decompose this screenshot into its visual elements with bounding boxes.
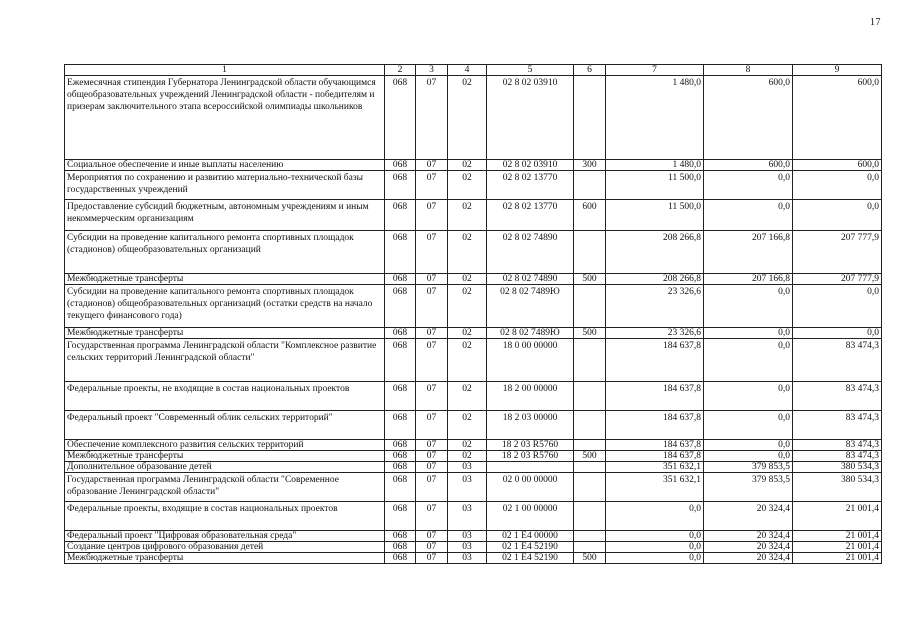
value-cell-c6 <box>574 473 606 502</box>
value-cell-c4: 02 <box>448 171 487 200</box>
value-cell-c3: 07 <box>416 171 448 200</box>
table-body <box>65 76 882 564</box>
value-cell-c9: 21 001,4 <box>793 531 882 542</box>
value-cell-c2: 068 <box>385 171 416 200</box>
row-name-cell: Субсидии на проведение капитального ремонта спортивных площадок (стадионов) общеобразовательных организаций (остатки средств на начало текущего финансового года) <box>65 285 385 328</box>
value-cell-c2: 068 <box>385 285 416 328</box>
row-name-cell: Федеральный проект "Цифровая образовательная среда" <box>65 531 385 542</box>
value-cell-c4: 03 <box>448 502 487 531</box>
row-name-cell: Дополнительное образование детей <box>65 462 385 473</box>
value-cell-c5: 02 1 00 00000 <box>487 502 574 531</box>
value-cell-c4: 02 <box>448 328 487 339</box>
row-name-cell: Предоставление субсидий бюджетным, автономным учреждениям и иным некоммерческим организациям <box>65 200 385 231</box>
value-cell-c3: 07 <box>416 440 448 451</box>
value-cell-c6: 500 <box>574 274 606 285</box>
table-row <box>65 200 882 231</box>
value-cell-c4: 02 <box>448 440 487 451</box>
value-cell-c4: 02 <box>448 411 487 440</box>
value-cell-c7: 1 480,0 <box>606 76 704 160</box>
header-row <box>65 65 882 76</box>
value-cell-c4: 03 <box>448 473 487 502</box>
header-cell: 7 <box>606 65 704 76</box>
value-cell-c8: 0,0 <box>704 411 793 440</box>
value-cell-c6: 500 <box>574 553 606 564</box>
table-row <box>65 231 882 274</box>
value-cell-c8: 0,0 <box>704 285 793 328</box>
value-cell-c5: 02 0 00 00000 <box>487 473 574 502</box>
header-cell: 9 <box>793 65 882 76</box>
value-cell-c5: 02 8 02 7489Ю <box>487 328 574 339</box>
value-cell-c9: 600,0 <box>793 160 882 171</box>
value-cell-c6: 500 <box>574 451 606 462</box>
table-row <box>65 274 882 285</box>
value-cell-c9: 83 474,3 <box>793 382 882 411</box>
value-cell-c2: 068 <box>385 382 416 411</box>
table-row <box>65 473 882 502</box>
value-cell-c8: 0,0 <box>704 440 793 451</box>
value-cell-c5: 18 2 03 00000 <box>487 411 574 440</box>
value-cell-c5: 02 8 02 74890 <box>487 231 574 274</box>
header-cell: 8 <box>704 65 793 76</box>
value-cell-c6 <box>574 531 606 542</box>
row-name-cell: Ежемесячная стипендия Губернатора Ленинградской области обучающимся общеобразовательных учреждений Ленинградской области - победителям и призерам заключительного этапа всероссийской олимпиады школьников <box>65 76 385 160</box>
value-cell-c5: 18 0 00 00000 <box>487 339 574 382</box>
value-cell-c5: 02 8 02 13770 <box>487 171 574 200</box>
value-cell-c3: 07 <box>416 328 448 339</box>
value-cell-c7: 0,0 <box>606 531 704 542</box>
value-cell-c2: 068 <box>385 451 416 462</box>
value-cell-c8: 20 324,4 <box>704 553 793 564</box>
value-cell-c3: 07 <box>416 339 448 382</box>
value-cell-c7: 0,0 <box>606 553 704 564</box>
value-cell-c4: 03 <box>448 462 487 473</box>
value-cell-c7: 184 637,8 <box>606 339 704 382</box>
value-cell-c7: 208 266,8 <box>606 274 704 285</box>
value-cell-c3: 07 <box>416 451 448 462</box>
value-cell-c6 <box>574 440 606 451</box>
value-cell-c2: 068 <box>385 542 416 553</box>
value-cell-c6 <box>574 339 606 382</box>
value-cell-c7: 1 480,0 <box>606 160 704 171</box>
value-cell-c4: 02 <box>448 200 487 231</box>
value-cell-c7: 0,0 <box>606 542 704 553</box>
table-row <box>65 502 882 531</box>
value-cell-c6 <box>574 411 606 440</box>
value-cell-c6 <box>574 231 606 274</box>
value-cell-c9: 600,0 <box>793 76 882 160</box>
value-cell-c8: 600,0 <box>704 76 793 160</box>
page-number: 17 <box>870 17 881 28</box>
value-cell-c4: 02 <box>448 285 487 328</box>
value-cell-c7: 351 632,1 <box>606 462 704 473</box>
value-cell-c7: 184 637,8 <box>606 440 704 451</box>
value-cell-c3: 07 <box>416 285 448 328</box>
value-cell-c6 <box>574 285 606 328</box>
value-cell-c8: 379 853,5 <box>704 462 793 473</box>
value-cell-c6 <box>574 76 606 160</box>
value-cell-c3: 07 <box>416 231 448 274</box>
header-cell: 5 <box>487 65 574 76</box>
value-cell-c2: 068 <box>385 440 416 451</box>
value-cell-c3: 07 <box>416 160 448 171</box>
value-cell-c3: 07 <box>416 553 448 564</box>
value-cell-c8: 0,0 <box>704 200 793 231</box>
value-cell-c7: 351 632,1 <box>606 473 704 502</box>
value-cell-c2: 068 <box>385 531 416 542</box>
value-cell-c7: 208 266,8 <box>606 231 704 274</box>
value-cell-c6 <box>574 382 606 411</box>
value-cell-c9: 0,0 <box>793 200 882 231</box>
value-cell-c6 <box>574 502 606 531</box>
value-cell-c5: 02 1 E4 00000 <box>487 531 574 542</box>
value-cell-c2: 068 <box>385 462 416 473</box>
value-cell-c9: 0,0 <box>793 328 882 339</box>
row-name-cell: Межбюджетные трансферты <box>65 328 385 339</box>
value-cell-c9: 207 777,9 <box>793 274 882 285</box>
header-cell: 1 <box>65 65 385 76</box>
row-name-cell: Федеральные проекты, не входящие в состав национальных проектов <box>65 382 385 411</box>
value-cell-c4: 02 <box>448 76 487 160</box>
table-row <box>65 531 882 542</box>
value-cell-c8: 20 324,4 <box>704 531 793 542</box>
value-cell-c9: 0,0 <box>793 171 882 200</box>
value-cell-c2: 068 <box>385 160 416 171</box>
value-cell-c5: 02 1 E4 52190 <box>487 553 574 564</box>
value-cell-c8: 600,0 <box>704 160 793 171</box>
value-cell-c8: 0,0 <box>704 328 793 339</box>
value-cell-c3: 07 <box>416 382 448 411</box>
value-cell-c5: 18 2 03 R5760 <box>487 451 574 462</box>
table-row <box>65 160 882 171</box>
value-cell-c9: 207 777,9 <box>793 231 882 274</box>
value-cell-c9: 83 474,3 <box>793 440 882 451</box>
value-cell-c6 <box>574 171 606 200</box>
value-cell-c3: 07 <box>416 411 448 440</box>
value-cell-c8: 20 324,4 <box>704 542 793 553</box>
value-cell-c9: 21 001,4 <box>793 502 882 531</box>
value-cell-c3: 07 <box>416 502 448 531</box>
value-cell-c2: 068 <box>385 274 416 285</box>
value-cell-c3: 07 <box>416 542 448 553</box>
value-cell-c2: 068 <box>385 328 416 339</box>
value-cell-c8: 207 166,8 <box>704 231 793 274</box>
value-cell-c7: 23 326,6 <box>606 328 704 339</box>
value-cell-c2: 068 <box>385 553 416 564</box>
value-cell-c4: 02 <box>448 382 487 411</box>
value-cell-c5 <box>487 462 574 473</box>
value-cell-c3: 07 <box>416 274 448 285</box>
budget-table <box>64 64 882 564</box>
table-row <box>65 411 882 440</box>
table-row <box>65 542 882 553</box>
value-cell-c9: 21 001,4 <box>793 542 882 553</box>
row-name-cell: Социальное обеспечение и иные выплаты населению <box>65 160 385 171</box>
header-cell: 4 <box>448 65 487 76</box>
value-cell-c6: 300 <box>574 160 606 171</box>
row-name-cell: Государственная программа Ленинградской области "Комплексное развитие сельских территорий Ленинградской области" <box>65 339 385 382</box>
table-row <box>65 171 882 200</box>
value-cell-c5: 02 8 02 7489Ю <box>487 285 574 328</box>
value-cell-c7: 184 637,8 <box>606 451 704 462</box>
table-row <box>65 328 882 339</box>
value-cell-c2: 068 <box>385 411 416 440</box>
value-cell-c2: 068 <box>385 231 416 274</box>
value-cell-c6: 500 <box>574 328 606 339</box>
value-cell-c3: 07 <box>416 76 448 160</box>
value-cell-c5: 02 8 02 03910 <box>487 76 574 160</box>
value-cell-c5: 18 2 00 00000 <box>487 382 574 411</box>
value-cell-c9: 21 001,4 <box>793 553 882 564</box>
value-cell-c3: 07 <box>416 200 448 231</box>
value-cell-c8: 0,0 <box>704 171 793 200</box>
value-cell-c9: 0,0 <box>793 285 882 328</box>
row-name-cell: Создание центров цифрового образования детей <box>65 542 385 553</box>
table-row <box>65 553 882 564</box>
value-cell-c9: 83 474,3 <box>793 451 882 462</box>
value-cell-c6: 600 <box>574 200 606 231</box>
value-cell-c6 <box>574 542 606 553</box>
value-cell-c2: 068 <box>385 76 416 160</box>
value-cell-c2: 068 <box>385 339 416 382</box>
table-row <box>65 382 882 411</box>
value-cell-c8: 0,0 <box>704 382 793 411</box>
value-cell-c4: 02 <box>448 339 487 382</box>
table-row <box>65 451 882 462</box>
value-cell-c9: 83 474,3 <box>793 339 882 382</box>
value-cell-c5: 02 8 02 03910 <box>487 160 574 171</box>
value-cell-c5: 18 2 03 R5760 <box>487 440 574 451</box>
row-name-cell: Федеральные проекты, входящие в состав национальных проектов <box>65 502 385 531</box>
table-row <box>65 285 882 328</box>
value-cell-c4: 02 <box>448 231 487 274</box>
value-cell-c9: 380 534,3 <box>793 462 882 473</box>
value-cell-c5: 02 1 E4 52190 <box>487 542 574 553</box>
value-cell-c9: 83 474,3 <box>793 411 882 440</box>
value-cell-c7: 11 500,0 <box>606 200 704 231</box>
table-row <box>65 462 882 473</box>
header-cell: 6 <box>574 65 606 76</box>
value-cell-c8: 0,0 <box>704 339 793 382</box>
value-cell-c7: 23 326,6 <box>606 285 704 328</box>
value-cell-c2: 068 <box>385 502 416 531</box>
row-name-cell: Межбюджетные трансферты <box>65 274 385 285</box>
value-cell-c7: 184 637,8 <box>606 382 704 411</box>
value-cell-c7: 184 637,8 <box>606 411 704 440</box>
value-cell-c2: 068 <box>385 200 416 231</box>
row-name-cell: Субсидии на проведение капитального ремонта спортивных площадок (стадионов) общеобразовательных организаций <box>65 231 385 274</box>
value-cell-c9: 380 534,3 <box>793 473 882 502</box>
value-cell-c4: 02 <box>448 160 487 171</box>
row-name-cell: Межбюджетные трансферты <box>65 451 385 462</box>
header-cell: 2 <box>385 65 416 76</box>
value-cell-c4: 02 <box>448 451 487 462</box>
value-cell-c5: 02 8 02 13770 <box>487 200 574 231</box>
value-cell-c4: 03 <box>448 531 487 542</box>
header-cell: 3 <box>416 65 448 76</box>
value-cell-c5: 02 8 02 74890 <box>487 274 574 285</box>
value-cell-c8: 0,0 <box>704 451 793 462</box>
value-cell-c2: 068 <box>385 473 416 502</box>
value-cell-c4: 03 <box>448 542 487 553</box>
row-name-cell: Обеспечение комплексного развития сельских территорий <box>65 440 385 451</box>
value-cell-c8: 20 324,4 <box>704 502 793 531</box>
value-cell-c3: 07 <box>416 462 448 473</box>
table-row <box>65 76 882 160</box>
value-cell-c7: 0,0 <box>606 502 704 531</box>
value-cell-c7: 11 500,0 <box>606 171 704 200</box>
value-cell-c8: 207 166,8 <box>704 274 793 285</box>
row-name-cell: Межбюджетные трансферты <box>65 553 385 564</box>
value-cell-c4: 02 <box>448 274 487 285</box>
table-row <box>65 440 882 451</box>
value-cell-c4: 03 <box>448 553 487 564</box>
value-cell-c3: 07 <box>416 531 448 542</box>
value-cell-c8: 379 853,5 <box>704 473 793 502</box>
value-cell-c6 <box>574 462 606 473</box>
row-name-cell: Государственная программа Ленинградской области "Современное образование Ленинградской области" <box>65 473 385 502</box>
row-name-cell: Мероприятия по сохранению и развитию материально-технической базы государственных учреждений <box>65 171 385 200</box>
value-cell-c3: 07 <box>416 473 448 502</box>
table-row <box>65 339 882 382</box>
row-name-cell: Федеральный проект "Современный облик сельских территорий" <box>65 411 385 440</box>
